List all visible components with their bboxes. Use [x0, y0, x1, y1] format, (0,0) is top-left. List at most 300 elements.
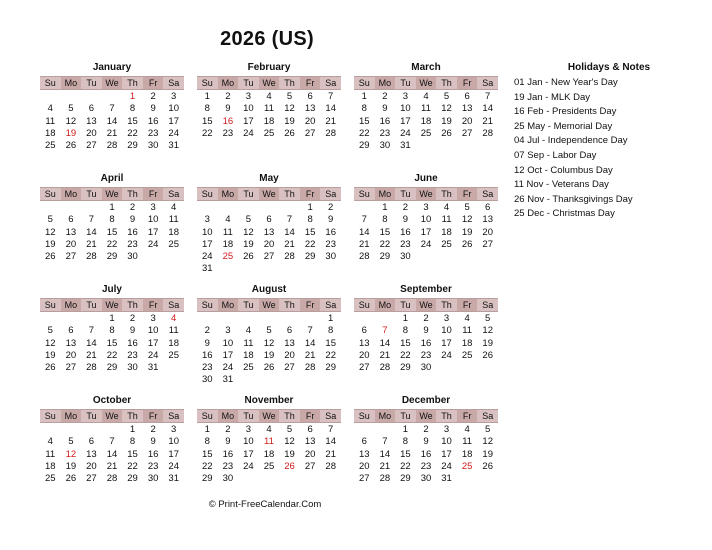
day-cell: 5 [286, 424, 293, 435]
day-grid [354, 202, 498, 263]
day-cell: 16 [420, 448, 432, 460]
weekday-label: Fr [300, 188, 321, 200]
day-cell: 27 [358, 473, 370, 485]
day-cell: 27 [284, 362, 295, 374]
day-cell: 15 [304, 226, 316, 238]
month-june [354, 173, 498, 263]
day-cell: 30 [147, 473, 159, 485]
day-cell: 23 [127, 349, 138, 361]
day-cell: 18 [263, 115, 275, 127]
weekday-label: Sa [168, 300, 180, 310]
day-cell: 7 [109, 103, 115, 115]
day-cell: 10 [147, 214, 159, 226]
holiday-item: 19 Jan - MLK Day [514, 91, 591, 103]
empty-cell [40, 91, 61, 103]
day-cell: 29 [106, 362, 118, 374]
day-cell: 2 [402, 202, 409, 213]
day-cell: 24 [400, 127, 411, 139]
day-cell: 24 [420, 238, 432, 250]
day-cell: 28 [482, 127, 493, 139]
month-july [40, 284, 184, 374]
day-cell: 15 [400, 448, 411, 460]
day-cell: 2 [225, 91, 231, 102]
day-cell: 17 [168, 115, 179, 127]
weekday-label: Sa [482, 189, 494, 199]
day-cell: 11 [462, 436, 473, 448]
day-cell: 5 [485, 424, 491, 435]
empty-cell [197, 313, 218, 325]
day-cell: 1 [204, 91, 210, 102]
day-cell: 10 [222, 337, 234, 349]
weekday-label: Th [284, 300, 295, 310]
day-cell: 14 [304, 337, 316, 349]
day-grid [197, 202, 341, 276]
weekday-label: Su [44, 189, 56, 199]
day-cell: 15 [201, 448, 213, 460]
month-december [354, 395, 498, 485]
day-grid [197, 313, 341, 387]
day-cell: 30 [147, 140, 159, 152]
day-cell: 1 [402, 424, 409, 435]
weekday-label: Sa [482, 300, 494, 310]
month-name: May [259, 173, 279, 184]
month-september [354, 284, 498, 374]
day-cell: 13 [482, 214, 493, 226]
day-cell: 8 [307, 214, 313, 226]
day-cell: 6 [485, 202, 491, 213]
day-cell: 26 [243, 251, 254, 263]
day-cell: 26 [44, 362, 56, 374]
holiday-item: 16 Feb - Presidents Day [514, 106, 617, 118]
weekday-header [197, 298, 341, 312]
day-cell: 30 [325, 251, 336, 263]
day-cell: 31 [168, 473, 179, 485]
day-cell: 14 [284, 226, 295, 238]
weekday-label: Mo [375, 410, 396, 422]
day-cell: 20 [482, 226, 493, 238]
day-cell: 23 [325, 238, 336, 250]
day-cell: 3 [443, 313, 450, 324]
day-cell: 4 [47, 103, 53, 115]
holiday-item: 07 Sep - Labor Day [514, 149, 597, 161]
holiday-date: 1 [129, 91, 136, 102]
day-cell: 9 [328, 214, 334, 226]
day-cell: 1 [328, 313, 334, 324]
empty-cell [259, 313, 280, 325]
holiday-date: 16 [222, 115, 234, 127]
day-grid [40, 91, 184, 152]
day-cell: 14 [86, 337, 97, 349]
day-cell: 25 [461, 349, 473, 361]
weekday-label: Th [127, 300, 138, 310]
day-cell: 30 [379, 140, 391, 152]
day-cell: 7 [382, 436, 388, 448]
weekday-label: We [102, 188, 123, 200]
day-cell: 26 [284, 127, 295, 139]
day-cell: 15 [379, 226, 391, 238]
empty-cell [300, 313, 321, 325]
day-cell: 20 [284, 349, 295, 361]
day-cell: 7 [361, 214, 367, 226]
day-cell: 17 [243, 115, 254, 127]
day-cell: 8 [129, 436, 136, 448]
weekday-label: Su [44, 78, 56, 88]
day-cell: 25 [168, 238, 179, 250]
day-cell: 16 [201, 349, 213, 361]
day-cell: 9 [382, 103, 388, 115]
day-cell: 11 [222, 226, 233, 238]
day-cell: 22 [201, 127, 213, 139]
day-cell: 2 [423, 313, 429, 324]
day-cell: 9 [129, 325, 136, 337]
day-cell: 29 [106, 251, 118, 263]
day-cell: 7 [88, 325, 95, 337]
day-grid [40, 424, 184, 485]
day-cell: 18 [168, 226, 179, 238]
weekday-header [40, 409, 184, 423]
day-cell: 27 [86, 140, 97, 152]
month-november [197, 395, 341, 485]
day-cell: 8 [402, 436, 409, 448]
day-cell: 30 [400, 251, 411, 263]
day-cell: 6 [464, 91, 470, 102]
weekday-header [40, 298, 184, 312]
weekday-label: Tu [243, 189, 254, 199]
day-cell: 23 [222, 127, 234, 139]
day-cell: 1 [402, 313, 409, 324]
page-title: 2026 (US) [220, 28, 314, 50]
day-cell: 26 [482, 460, 493, 472]
weekday-label: Tu [243, 300, 254, 310]
weekday-label: Sa [168, 78, 180, 88]
day-cell: 9 [150, 436, 156, 448]
empty-cell [40, 313, 61, 325]
weekday-label: Th [127, 189, 138, 199]
holiday-item: 25 May - Memorial Day [514, 120, 613, 132]
day-cell: 17 [243, 448, 254, 460]
day-cell: 22 [106, 238, 118, 250]
day-cell: 29 [400, 362, 411, 374]
day-cell: 22 [358, 127, 370, 139]
day-cell: 18 [461, 337, 473, 349]
month-name: June [414, 173, 438, 184]
day-cell: 7 [328, 91, 334, 102]
day-cell: 18 [243, 349, 254, 361]
weekday-label: We [259, 299, 280, 311]
day-cell: 22 [201, 460, 213, 472]
day-cell: 3 [171, 91, 177, 102]
day-cell: 6 [361, 436, 367, 448]
day-cell: 18 [44, 460, 56, 472]
day-cell: 26 [482, 349, 493, 361]
weekday-label: Mo [61, 410, 82, 422]
day-cell: 5 [245, 214, 252, 226]
day-grid [40, 313, 184, 374]
day-cell: 19 [284, 115, 295, 127]
day-cell: 16 [147, 115, 159, 127]
day-cell: 16 [379, 115, 391, 127]
day-cell: 21 [379, 349, 391, 361]
weekday-label: Su [201, 78, 213, 88]
weekday-label: Fr [143, 410, 164, 422]
day-cell: 12 [284, 436, 295, 448]
day-cell: 5 [68, 103, 74, 115]
month-august [197, 284, 341, 387]
day-cell: 30 [127, 251, 138, 263]
day-cell: 25 [263, 127, 275, 139]
day-cell: 6 [266, 214, 272, 226]
day-cell: 16 [325, 226, 336, 238]
weekday-label: Mo [61, 299, 82, 311]
day-cell: 22 [400, 349, 411, 361]
weekday-label: Th [127, 411, 138, 421]
day-cell: 13 [65, 226, 77, 238]
weekday-label: Tu [243, 78, 254, 88]
weekday-label: Tu [86, 78, 97, 88]
day-cell: 17 [420, 226, 432, 238]
day-cell: 12 [243, 226, 254, 238]
day-cell: 9 [423, 436, 429, 448]
day-cell: 4 [171, 202, 177, 213]
day-cell: 15 [106, 337, 118, 349]
day-cell: 29 [400, 473, 411, 485]
weekday-label: Fr [143, 77, 164, 89]
footer-credit[interactable]: © Print-FreeCalendar.Com [208, 499, 322, 510]
day-cell: 8 [328, 325, 334, 337]
weekday-label: Tu [400, 300, 411, 310]
month-name: October [92, 395, 132, 406]
month-name: August [251, 284, 287, 295]
holidays-list [514, 76, 704, 222]
weekday-label: Sa [482, 411, 494, 421]
day-cell: 2 [150, 424, 156, 435]
weekday-label: Th [284, 78, 295, 88]
day-cell: 5 [286, 91, 293, 102]
day-cell: 2 [129, 202, 136, 213]
month-march [354, 62, 498, 152]
day-cell: 15 [201, 115, 213, 127]
day-cell: 9 [129, 214, 136, 226]
day-cell: 3 [402, 91, 409, 102]
day-cell: 28 [325, 127, 336, 139]
day-cell: 12 [65, 115, 77, 127]
day-cell: 3 [150, 313, 156, 324]
day-cell: 21 [482, 115, 493, 127]
day-cell: 29 [325, 362, 336, 374]
day-cell: 9 [225, 436, 231, 448]
day-cell: 5 [68, 436, 74, 448]
empty-cell [218, 313, 239, 325]
day-cell: 10 [441, 436, 452, 448]
day-cell: 21 [284, 238, 295, 250]
day-cell: 2 [129, 313, 136, 324]
day-cell: 28 [284, 251, 295, 263]
day-cell: 8 [382, 214, 388, 226]
day-cell: 28 [379, 362, 391, 374]
day-cell: 14 [379, 337, 391, 349]
day-cell: 13 [284, 337, 295, 349]
day-cell: 29 [127, 140, 138, 152]
day-cell: 13 [304, 103, 316, 115]
day-cell: 21 [106, 127, 118, 139]
holiday-date: 4 [171, 313, 177, 324]
day-cell: 25 [44, 140, 56, 152]
month-name: November [244, 395, 294, 406]
day-cell: 3 [423, 202, 429, 213]
day-cell: 8 [109, 214, 115, 226]
day-cell: 2 [204, 325, 210, 337]
weekday-header [197, 409, 341, 423]
day-cell: 17 [400, 115, 411, 127]
day-cell: 4 [47, 436, 53, 448]
day-cell: 11 [462, 325, 473, 337]
day-grid [354, 313, 498, 374]
day-cell: 26 [461, 238, 473, 250]
day-cell: 28 [106, 140, 118, 152]
weekday-label: Su [201, 189, 213, 199]
day-cell: 1 [129, 424, 136, 435]
day-cell: 20 [65, 349, 77, 361]
weekday-label: Fr [457, 188, 478, 200]
day-cell: 24 [441, 349, 452, 361]
day-cell: 31 [168, 140, 179, 152]
month-name: December [401, 395, 451, 406]
weekday-label: Fr [300, 77, 321, 89]
weekday-label: Su [44, 411, 56, 421]
day-cell: 30 [222, 473, 234, 485]
day-cell: 13 [461, 103, 473, 115]
day-cell: 27 [304, 460, 316, 472]
day-cell: 29 [379, 251, 391, 263]
weekday-label: Th [284, 189, 295, 199]
weekday-header [197, 187, 341, 201]
month-name: February [247, 62, 291, 73]
day-grid [197, 91, 341, 140]
month-name: March [411, 62, 441, 73]
day-cell: 22 [127, 460, 138, 472]
day-cell: 21 [86, 349, 97, 361]
weekday-label: Sa [482, 78, 494, 88]
weekday-label: Tu [400, 189, 411, 199]
day-cell: 24 [168, 460, 179, 472]
day-cell: 10 [441, 325, 452, 337]
weekday-label: We [102, 410, 123, 422]
day-cell: 24 [222, 362, 234, 374]
day-cell: 16 [147, 448, 159, 460]
day-cell: 15 [400, 337, 411, 349]
weekday-label: Th [284, 411, 295, 421]
day-cell: 3 [245, 424, 252, 435]
day-cell: 31 [400, 140, 411, 152]
day-cell: 28 [86, 251, 97, 263]
day-cell: 3 [443, 424, 450, 435]
day-cell: 23 [147, 127, 159, 139]
day-cell: 17 [441, 337, 452, 349]
day-cell: 16 [127, 226, 138, 238]
day-cell: 31 [441, 473, 452, 485]
day-cell: 31 [201, 263, 213, 275]
holidays-heading: Holidays & Notes [567, 62, 651, 73]
day-cell: 17 [168, 448, 179, 460]
weekday-label: Sa [325, 189, 337, 199]
day-cell: 24 [147, 238, 159, 250]
day-cell: 27 [358, 362, 370, 374]
day-cell: 11 [421, 103, 431, 115]
day-cell: 27 [482, 238, 493, 250]
day-cell: 10 [168, 103, 179, 115]
day-cell: 28 [325, 460, 336, 472]
day-cell: 15 [127, 448, 138, 460]
holiday-date: 19 [65, 127, 77, 139]
weekday-label: We [259, 188, 280, 200]
day-cell: 23 [420, 349, 432, 361]
day-cell: 21 [325, 115, 336, 127]
day-cell: 6 [286, 325, 293, 337]
day-cell: 20 [358, 460, 370, 472]
empty-cell [259, 202, 280, 214]
day-cell: 19 [482, 448, 493, 460]
day-cell: 28 [86, 362, 97, 374]
weekday-label: Fr [300, 410, 321, 422]
day-cell: 8 [361, 103, 367, 115]
day-cell: 13 [263, 226, 275, 238]
day-cell: 18 [420, 115, 432, 127]
day-cell: 7 [286, 214, 293, 226]
day-cell: 27 [304, 127, 316, 139]
weekday-label: Tu [86, 411, 97, 421]
day-cell: 13 [358, 448, 370, 460]
weekday-label: Th [441, 411, 452, 421]
day-cell: 3 [171, 424, 177, 435]
empty-cell [40, 424, 61, 436]
day-cell: 16 [127, 337, 138, 349]
day-cell: 5 [464, 202, 470, 213]
empty-cell [354, 202, 375, 214]
day-cell: 8 [109, 325, 115, 337]
day-cell: 26 [263, 362, 275, 374]
day-cell: 30 [201, 374, 213, 386]
day-cell: 11 [45, 448, 56, 460]
day-cell: 12 [441, 103, 452, 115]
day-cell: 7 [328, 424, 334, 435]
day-cell: 19 [44, 238, 56, 250]
weekday-header [40, 76, 184, 90]
day-cell: 26 [441, 127, 452, 139]
day-cell: 15 [106, 226, 118, 238]
day-cell: 12 [263, 337, 275, 349]
weekday-label: Fr [457, 77, 478, 89]
day-cell: 19 [441, 115, 452, 127]
day-cell: 27 [86, 473, 97, 485]
day-cell: 4 [423, 91, 429, 102]
month-february [197, 62, 341, 140]
day-cell: 13 [86, 115, 97, 127]
weekday-label: Sa [168, 189, 180, 199]
day-cell: 7 [109, 436, 115, 448]
day-cell: 6 [68, 325, 74, 337]
weekday-label: Fr [457, 410, 478, 422]
day-cell: 19 [243, 238, 254, 250]
day-cell: 8 [204, 436, 210, 448]
day-cell: 19 [482, 337, 493, 349]
day-cell: 18 [263, 448, 275, 460]
day-cell: 30 [127, 362, 138, 374]
day-cell: 21 [304, 349, 316, 361]
day-cell: 8 [204, 103, 210, 115]
day-cell: 13 [65, 337, 77, 349]
day-cell: 25 [168, 349, 179, 361]
day-cell: 23 [201, 362, 213, 374]
